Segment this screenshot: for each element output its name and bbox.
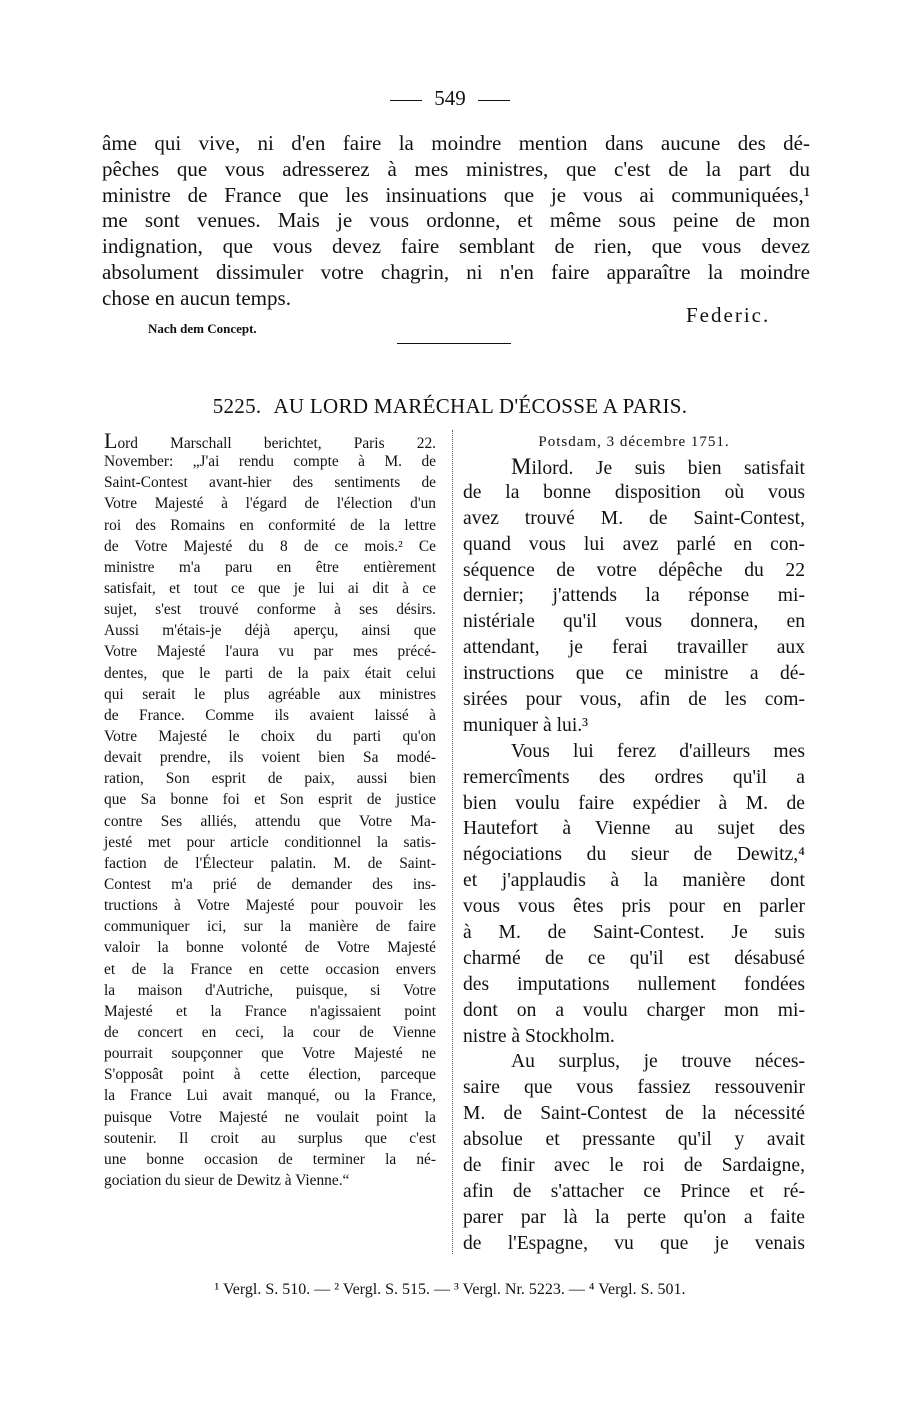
text-line: pêches que vous adresserez à mes ministres, que c'est de la part du: [102, 156, 810, 181]
text-line: une bonne occasion de terminer la né-: [104, 1150, 436, 1168]
letter-column: [463, 430, 805, 1257]
text-line: gociation du sieur de Dewitz à Vienne.“: [104, 1171, 350, 1189]
text-line: Contest m'a prié de demander des ins-: [104, 875, 436, 893]
text-line: afin de s'attacher ce Prince et ré-: [463, 1180, 805, 1202]
text-line: sirées pour vous, afin de les com-: [463, 689, 805, 711]
text-line: de la bonne disposition où vous: [463, 481, 805, 503]
entry-number: 5225.: [212, 394, 262, 418]
text-line: saire que vous fassiez ressouvenir: [463, 1077, 805, 1099]
text-line: de concert en ceci, la cour de Vienne: [104, 1023, 436, 1041]
text-line: muniquer à lui.³: [463, 714, 589, 736]
text-line: nistre à Stockholm.: [463, 1025, 615, 1047]
text-line: chose en aucun temps.: [102, 285, 291, 310]
text-line: la France Lui avait manqué, ou la France,: [104, 1087, 436, 1105]
text-line: âme qui vive, ni d'en faire la moindre mention dans aucune des dé-: [102, 131, 810, 155]
text-line: contre Ses alliés, attendu que Votre Ma-: [104, 812, 436, 830]
text-line: sujet, s'est trouvé conforme à ses désirs.: [104, 601, 436, 619]
column-divider: [452, 430, 453, 1254]
text-line: faction de l'Électeur palatin. M. de Saint-: [104, 854, 436, 872]
text-line: jesté met pour article conditionnel la satis-: [104, 833, 436, 851]
text-line: Majesté et la France n'agissaient point: [104, 1002, 436, 1020]
text-line: que Sa bonne foi et Son esprit de justice: [104, 791, 436, 809]
text-line: charmé de ce qu'il est désabusé: [463, 947, 805, 969]
text-line: et j'applaudis à la manière dont: [463, 870, 805, 892]
text-line: soutenir. Il croit au surplus que c'est: [104, 1129, 436, 1147]
text-line: de finir avec le roi de Sardaigne,: [463, 1155, 805, 1177]
text-line: instructions que ce ministre a dé-: [463, 663, 805, 685]
text-line: de l'Espagne, vu que je venais: [463, 1232, 805, 1254]
text-line: M. de Saint-Contest de la nécessité: [463, 1103, 805, 1125]
text-line: Lord Marschall berichtet, Paris 22.: [104, 428, 436, 453]
text-line: et de la France en cette occasion envers: [104, 960, 436, 978]
text-line: valoir la bonne volonté de Votre Majesté: [104, 939, 436, 957]
text-line: parer par là la perte qu'on a faite: [463, 1206, 805, 1228]
text-line: me sont venues. Mais je vous ordonne, et même sous peine de mon: [102, 208, 810, 233]
dateline: Potsdam, 3 décembre 1751.: [538, 434, 730, 450]
text-line: Au surplus, je trouve néces-: [511, 1051, 805, 1073]
text-line: la maison d'Autriche, puisque, si Votre: [104, 981, 436, 999]
drop-initial: L: [104, 428, 118, 453]
text-line: des imputations nullement fondées: [463, 973, 805, 995]
signature: Federic.: [686, 303, 771, 327]
text-line: absolument dissimuler votre chagrin, ni n'en faire apparaître la moindre: [102, 259, 810, 284]
entry-title: AU LORD MARÉCHAL D'ÉCOSSE A PARIS.: [273, 394, 688, 418]
text-line: bien voulu faire expédier à M. de: [463, 792, 805, 814]
text-line: vous vous êtes pris pour en parler: [463, 896, 805, 918]
text-line: remercîments des ordres qu'il a: [463, 766, 805, 788]
text-line: à M. de Saint-Contest. Je suis: [463, 922, 805, 944]
text-line: dernier; j'attends la réponse mi-: [463, 585, 805, 607]
letter-end-paragraph: [102, 131, 810, 312]
report-summary-column: [104, 430, 436, 1191]
text-line: absolue et pressante qu'il y avait: [463, 1129, 805, 1151]
text-line: ration, Son esprit de paix, aussi bien: [104, 770, 436, 788]
text-line: satisfait, et tout ce que je lui ai dit à ce: [104, 579, 436, 597]
text-line: communiquer ici, sur la manière de faire: [104, 918, 436, 936]
text-line: pourrait soupçonner que Votre Majesté ne: [104, 1045, 436, 1063]
text-line: Saint-Contest avant-hier des sentiments de: [104, 474, 436, 492]
section-divider-rule: [397, 343, 511, 344]
page-number: 549: [434, 86, 466, 110]
text-line: Votre Majesté à l'égard de l'élection d'un: [104, 495, 436, 513]
text-line: dentes, que le parti de la paix était celui: [104, 664, 436, 682]
text-line: négociations du sieur de Dewitz,⁴: [463, 844, 805, 866]
text-line: indignation, que vous devez faire semblant de rien, que vous devez: [102, 234, 810, 259]
text-line: nistériale qu'il vous donnera, en: [463, 611, 805, 633]
text-line: Votre Majesté le choix du parti qu'on: [104, 727, 436, 745]
text-line: de France. Comme ils avaient laissé à: [104, 706, 436, 724]
text-line: Hautefort à Vienne au sujet des: [463, 818, 805, 840]
text-line: November: „J'ai rendu compte à M. de: [104, 453, 436, 471]
text-line: Aussi m'étais-je déjà aperçu, ainsi que: [104, 622, 436, 640]
header-rule-left: [390, 100, 422, 101]
text-line: séquence de votre dépêche du 22: [463, 559, 805, 581]
text-line: dont on a voulu charger mon mi-: [463, 999, 805, 1021]
text-line: Votre Majesté l'aura vu par mes précé-: [104, 643, 436, 661]
text-line: S'opposât point à cette élection, parceque: [104, 1066, 436, 1084]
text-line: avez trouvé M. de Saint-Contest,: [463, 507, 805, 529]
text-line: attendant, je ferai travailler aux: [463, 637, 805, 659]
drop-initial: M: [511, 454, 532, 479]
text-line: de Votre Majesté du 8 de ce mois.² Ce: [104, 537, 436, 555]
text-line: devait prendre, ils voient bien Sa modé-: [104, 749, 436, 767]
text-line: tructions à Votre Majesté pour pouvoir les: [104, 897, 436, 915]
text-line: ministre m'a paru en être entièrement: [104, 558, 436, 576]
text-line: roi des Romains en conformité de la lettre: [104, 516, 436, 534]
entry-heading: [0, 394, 900, 419]
footnotes: ¹ Vergl. S. 510. — ² Vergl. S. 515. — ³ Vergl. Nr. 5223. — ⁴ Vergl. S. 501.: [214, 1281, 686, 1298]
text-line: quand vous lui avez parlé en con-: [463, 533, 805, 555]
source-note: Nach dem Concept.: [148, 321, 257, 336]
page-header: [0, 86, 900, 111]
text-line: Vous lui ferez d'ailleurs mes: [511, 740, 805, 762]
text-line: Milord. Je suis bien satisfait: [511, 454, 805, 479]
header-rule-right: [478, 100, 510, 101]
text-line: ministre de France que les insinuations que je vous ai communiquées,¹: [102, 182, 810, 207]
text-line: puisque Votre Majesté ne voulait point la: [104, 1108, 436, 1126]
text-line: qui serait le plus agréable aux ministres: [104, 685, 436, 703]
